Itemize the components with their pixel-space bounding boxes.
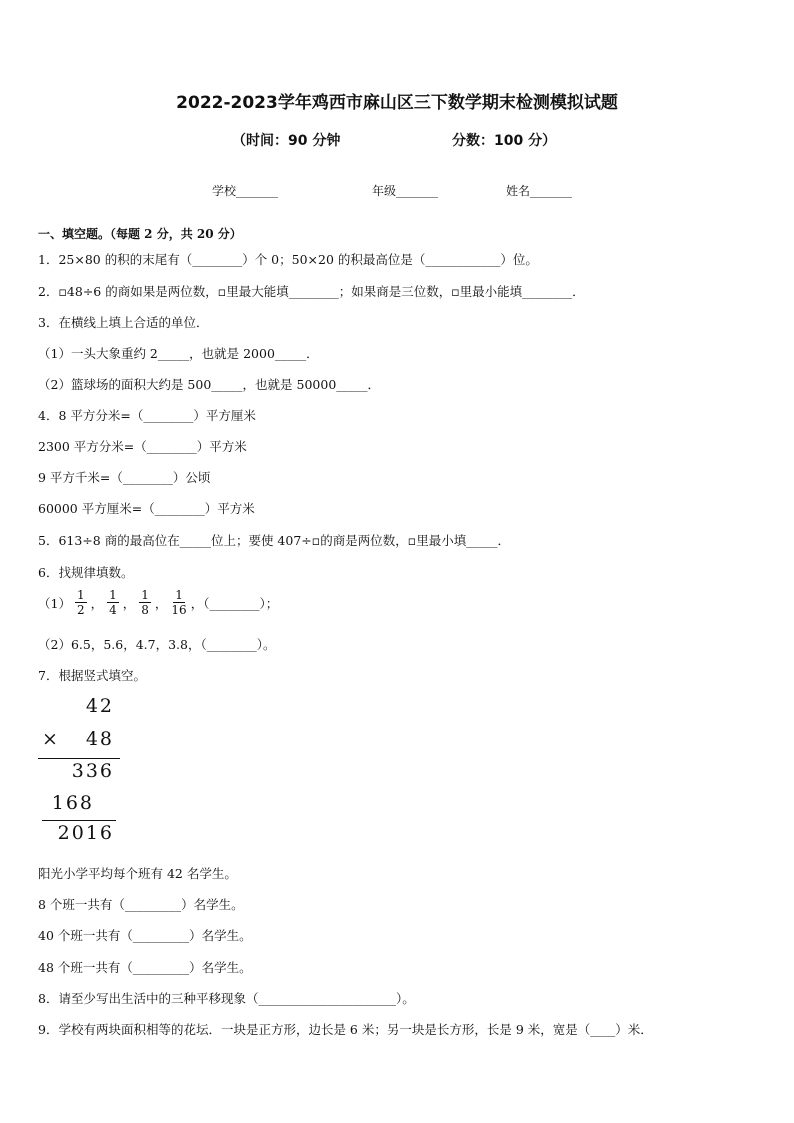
fraction-2: $\frac{1}{4}$ — [109, 588, 117, 617]
grade-field: 年级_______ — [372, 184, 439, 198]
times-sign: × — [42, 728, 60, 750]
question-7-part-1: 8 个班一共有（_________）名学生。 — [38, 897, 244, 912]
question-6: 6．找规律填数。 — [38, 565, 134, 580]
question-4-part-1: 4．8 平方分米=（________）平方厘米 — [38, 408, 256, 423]
question-5: 5．613÷8 商的最高位在_____位上；要使 407÷▫的商是两位数，▫里最小填_____． — [38, 533, 510, 548]
question-7: 7．根据竖式填空。 — [38, 668, 146, 683]
question-1: 1．25×80 的积的末尾有（________）个 0；50×20 的积最高位是（____________）位。 — [38, 252, 538, 267]
question-6-part-1-suffix: ，（________）； — [190, 595, 279, 611]
exam-score: 分数：100 分） — [452, 133, 557, 149]
name-field: 姓名_______ — [506, 184, 573, 198]
question-4-part-4: 60000 平方厘米=（________）平方米 — [38, 501, 255, 516]
page-title: 2022-2023学年鸡西市麻山区三下数学期末检测模拟试题 — [176, 93, 618, 113]
fraction-1: $\frac{1}{2}$ — [76, 588, 85, 617]
rule-line — [42, 820, 116, 821]
multiplier: 48 — [85, 728, 114, 750]
question-3-part-2: （2）篮球场的面积大约是 500_____，也就是 50000_____． — [38, 377, 381, 392]
vertical-multiplication — [38, 695, 128, 850]
exam-time: （时间：90 分钟 — [232, 133, 341, 149]
question-3-part-1: （1）一头大象重约 2_____，也就是 2000_____． — [38, 346, 319, 361]
partial-product-1: 336 — [71, 760, 114, 782]
rule-line — [38, 758, 120, 759]
question-4-part-3: 9 平方千米=（________）公顷 — [38, 470, 211, 485]
partial-product-2: 168 — [51, 792, 94, 814]
question-6-part-2: （2）6.5，5.6，4.7，3.8，（________）。 — [38, 637, 276, 652]
question-3: 3．在横线上填上合适的单位． — [38, 315, 209, 330]
section-heading: 一、填空题。（每题 2 分，共 20 分） — [38, 227, 242, 241]
question-8: 8．请至少写出生活中的三种平移现象（______________________）。 — [38, 991, 415, 1006]
question-7-context: 阳光小学平均每个班有 42 名学生。 — [38, 866, 237, 881]
fraction-3: $\frac{1}{8}$ — [141, 588, 149, 617]
multiplicand: 42 — [85, 695, 114, 717]
question-4-part-2: 2300 平方分米=（________）平方米 — [38, 439, 247, 454]
school-field: 学校_______ — [212, 184, 279, 198]
question-7-part-2: 40 个班一共有（_________）名学生。 — [38, 928, 252, 943]
question-7-part-3: 48 个班一共有（_________）名学生。 — [38, 960, 252, 975]
question-9: 9．学校有两块面积相等的花坛．一块是正方形，边长是 6 米；另一块是长方形，长是 9 米，宽是（____）米． — [38, 1022, 653, 1037]
question-6-part-1-prefix: （1） — [38, 595, 71, 611]
final-product: 2016 — [57, 822, 114, 844]
question-2: 2．▫48÷6 的商如果是两位数，▫里最大能填________；如果商是三位数，▫里最小能填________． — [38, 284, 585, 299]
question-6-part-1: （1） $\frac{1}{2}$ ， $\frac{1}{4}$ ， $\frac{1}{8}$ ， $\frac{1}{16}$ ，（________）； — [38, 588, 279, 617]
fraction-4: $\frac{1}{16}$ — [171, 588, 187, 617]
